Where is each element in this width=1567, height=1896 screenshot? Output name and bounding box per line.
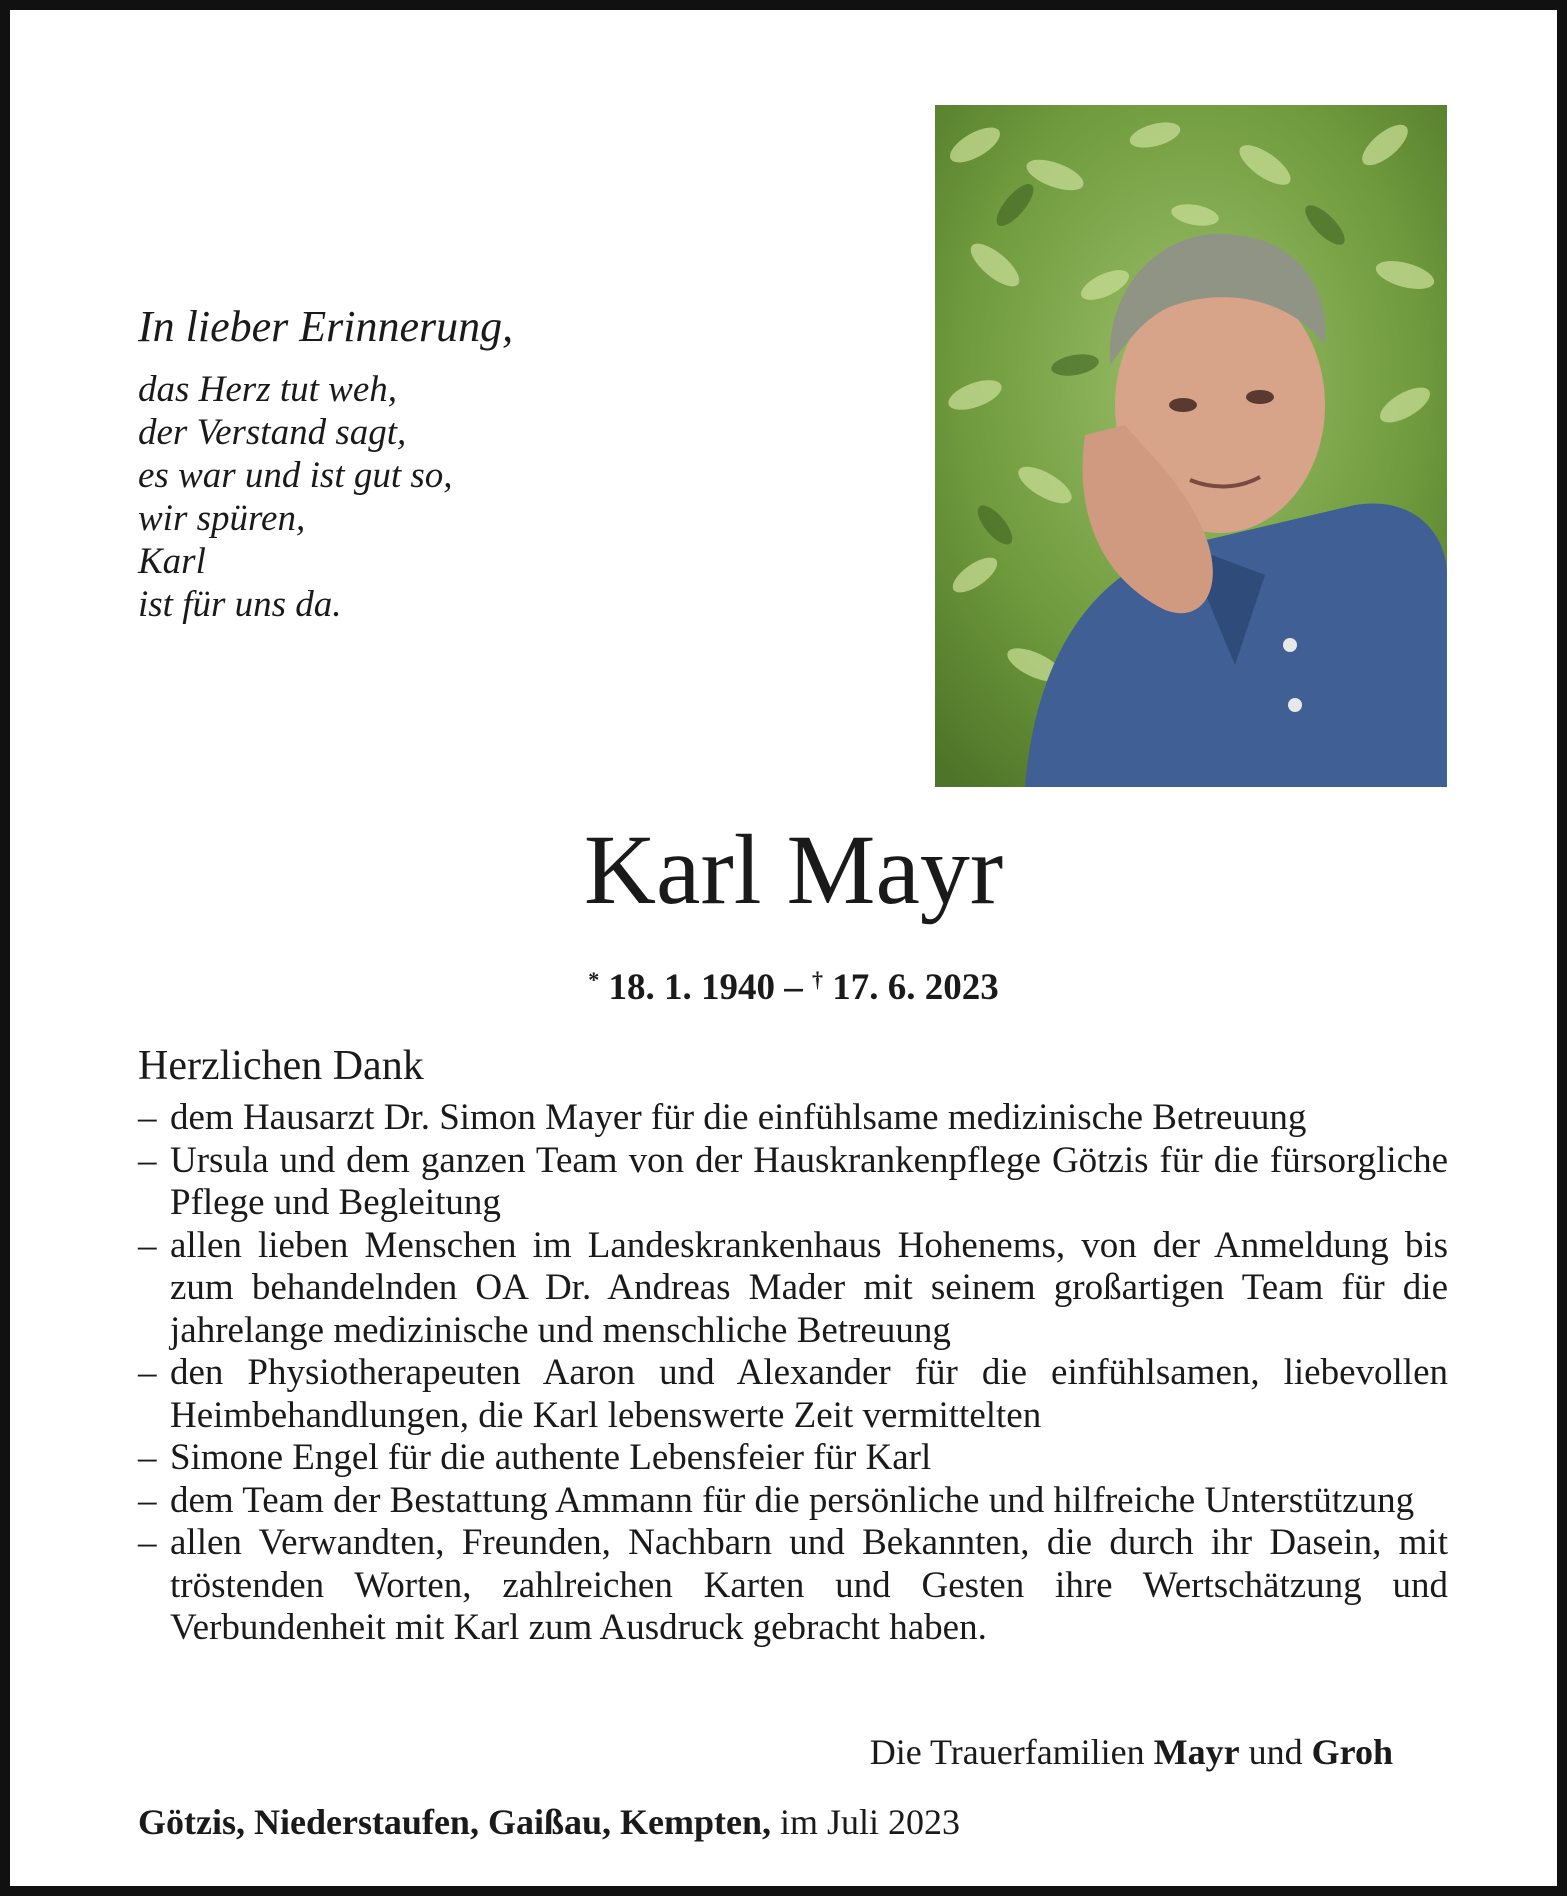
memorial-poem: [138, 300, 638, 626]
poem-heading: In lieber Erinnerung,: [138, 302, 514, 351]
poem-line: wir spüren,: [138, 498, 306, 539]
date-separator: –: [784, 967, 803, 1008]
thanks-list: [138, 1097, 1448, 1650]
list-item: – allen Verwandten, Freunden, Nachbarn und Bekannten, die durch ihr Dasein, mit tröstenden Worten, zahlreichen Karten und Gesten ihre Wertschätzung und Verbundenheit mit Karl zum Ausdruck gebracht haben.: [138, 1522, 1448, 1650]
family-signature: [870, 1730, 1393, 1774]
poem-line: ist für uns da.: [138, 584, 342, 625]
portrait-photo: [935, 105, 1447, 787]
birth-mark: *: [588, 967, 600, 992]
poem-line: es war und ist gut so,: [138, 455, 453, 496]
signature-prefix: Die Trauerfamilien: [869, 1732, 1145, 1772]
shirt-button: [1283, 638, 1297, 652]
places: Götzis, Niederstaufen, Gaißau, Kempten,: [138, 1802, 771, 1842]
poem-line: der Verstand sagt,: [138, 412, 407, 453]
list-item: – allen lieben Menschen im Landeskrankenhaus Hohenems, von der Anmeldung bis zum behandelnden OA Dr. Andreas Mader mit seinem großartigen Team für die jahrelange medizinische und menschliche Betreuung: [138, 1225, 1448, 1353]
left-eye: [1169, 398, 1197, 412]
list-item: – den Physiotherapeuten Aaron und Alexander für die einfühlsamen, liebevollen Heimbehandlungen, die Karl lebenswerte Zeit vermittelten: [138, 1352, 1448, 1437]
shirt-button: [1288, 698, 1302, 712]
list-item: – dem Team der Bestattung Ammann für die persönliche und hilfreiche Unterstützung: [138, 1480, 1448, 1523]
thanks-heading: Herzlichen Dank: [138, 1043, 424, 1089]
life-dates: [10, 958, 1567, 1010]
portrait-illustration: [935, 105, 1447, 787]
family-name-groh: Groh: [1311, 1732, 1393, 1772]
birth-date: 18. 1. 1940: [608, 967, 775, 1008]
poem-line: Karl: [138, 541, 206, 582]
signature-conjunction: und: [1248, 1732, 1303, 1772]
notice-date: im Juli 2023: [779, 1802, 961, 1842]
death-mark: †: [812, 967, 823, 992]
death-date: 17. 6. 2023: [832, 967, 999, 1008]
family-name-mayr: Mayr: [1153, 1732, 1240, 1772]
place-and-date: [138, 1800, 960, 1844]
poem-line: das Herz tut weh,: [138, 369, 397, 410]
right-eye: [1246, 390, 1274, 404]
list-item: – Simone Engel für die authente Lebensfeier für Karl: [138, 1437, 1448, 1480]
list-item: – Ursula und dem ganzen Team von der Hauskrankenpflege Götzis für die fürsorgliche Pflege und Begleitung: [138, 1140, 1448, 1225]
list-item: – dem Hausarzt Dr. Simon Mayer für die einfühlsame medizinische Betreuung: [138, 1097, 1448, 1140]
deceased-name: Karl Mayr: [583, 814, 1004, 925]
